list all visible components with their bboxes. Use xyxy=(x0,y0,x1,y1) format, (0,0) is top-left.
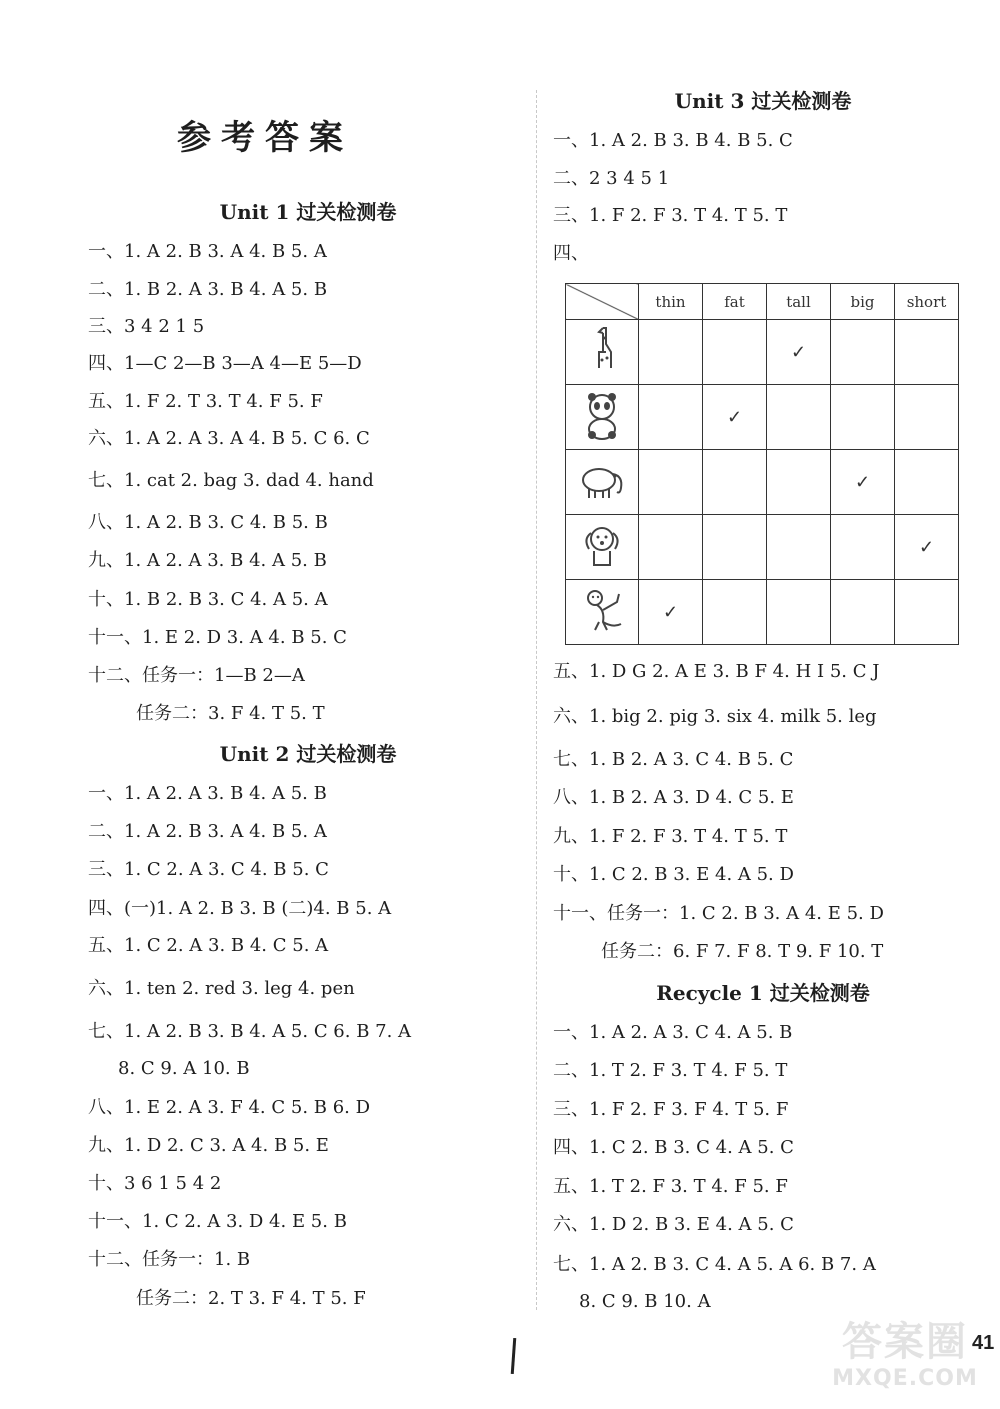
table-row xyxy=(566,385,959,450)
table-cell xyxy=(767,385,831,450)
answer-line: 8. C 9. A 10. B xyxy=(118,1058,250,1079)
answer-line: 二、1. A 2. B 3. A 4. B 5. A xyxy=(88,821,327,842)
answer-line: 五、1. T 2. F 3. T 4. F 5. F xyxy=(553,1176,788,1197)
watermark xyxy=(815,1318,995,1403)
answer-line: 十、1. B 2. B 3. C 4. A 5. A xyxy=(88,589,328,610)
answer-line: 四、1—C 2—B 3—A 4—E 5—D xyxy=(88,353,362,374)
answer-line: 三、3 4 2 1 5 xyxy=(88,316,205,337)
check-mark: ✓ xyxy=(854,471,871,493)
table-cell xyxy=(639,385,703,450)
answer-line: 十、1. C 2. B 3. E 4. A 5. D xyxy=(553,864,794,885)
answer-line: 六、1. ten 2. red 3. leg 4. pen xyxy=(88,978,355,999)
unit2-heading: Unit 2 过关检测卷 xyxy=(219,742,397,766)
watermark-logo: 答案圈 xyxy=(842,1319,968,1365)
page-title: 参考答案 xyxy=(177,118,353,158)
answer-line: 十二、任务一：1—B 2—A xyxy=(88,665,305,686)
answer-line: 一、1. A 2. A 3. C 4. A 5. B xyxy=(553,1022,793,1043)
watermark-url: MXQE.COM xyxy=(832,1366,978,1391)
answer-line: 六、1. D 2. B 3. E 4. A 5. C xyxy=(553,1214,794,1235)
table-cell xyxy=(831,580,895,645)
page-number: 41 xyxy=(972,1332,995,1354)
table-cell xyxy=(895,320,959,385)
table-cell xyxy=(639,320,703,385)
table-header-thin: thin xyxy=(639,284,703,320)
answer-line: 八、1. B 2. A 3. D 4. C 5. E xyxy=(553,787,794,808)
animal-adjective-table xyxy=(565,283,959,643)
table-cell xyxy=(895,580,959,645)
table-cell xyxy=(831,515,895,580)
table-cell xyxy=(767,515,831,580)
answer-line: 任务二：3. F 4. T 5. T xyxy=(136,703,325,724)
answer-line: 十二、任务一：1. B xyxy=(88,1249,251,1270)
table-cell xyxy=(639,450,703,515)
recycle1-heading: Recycle 1 过关检测卷 xyxy=(656,981,870,1005)
answer-line: 七、1. cat 2. bag 3. dad 4. hand xyxy=(88,470,374,491)
column-divider xyxy=(536,90,537,1310)
answer-line: 九、1. D 2. C 3. A 4. B 5. E xyxy=(88,1135,329,1156)
answer-line: 六、1. big 2. pig 3. six 4. milk 5. leg xyxy=(553,706,877,727)
answer-line: 四、1. C 2. B 3. C 4. A 5. C xyxy=(553,1137,794,1158)
table-row xyxy=(566,450,959,515)
table-header-short: short xyxy=(895,284,959,320)
answer-line: 五、1. D G 2. A E 3. B F 4. H I 5. C J xyxy=(553,661,880,682)
answer-line: 任务二：2. T 3. F 4. T 5. F xyxy=(136,1288,366,1309)
check-mark: ✓ xyxy=(790,341,807,363)
check-mark: ✓ xyxy=(662,601,679,623)
table-cell xyxy=(895,515,959,580)
table-row xyxy=(566,580,959,645)
answer-line: 六、1. A 2. A 3. A 4. B 5. C 6. C xyxy=(88,428,370,449)
answer-line: 五、1. F 2. T 3. T 4. F 5. F xyxy=(88,391,323,412)
table-cell xyxy=(703,385,767,450)
table-cell xyxy=(639,580,703,645)
table-cell xyxy=(895,450,959,515)
answer-line: 四、(一)1. A 2. B 3. B (二)4. B 5. A xyxy=(88,898,392,919)
unit1-heading: Unit 1 过关检测卷 xyxy=(219,200,397,224)
answer-line: 三、1. C 2. A 3. C 4. B 5. C xyxy=(88,859,329,880)
table-corner-cell xyxy=(566,284,639,320)
answer-line: 三、1. F 2. F 3. T 4. T 5. T xyxy=(553,205,788,226)
table-cell xyxy=(895,385,959,450)
answer-line: 十一、任务一：1. C 2. B 3. A 4. E 5. D xyxy=(553,903,884,924)
pen-mark xyxy=(511,1338,517,1374)
answer-line: 十一、1. E 2. D 3. A 4. B 5. C xyxy=(88,627,347,648)
answer-line: 四、 xyxy=(553,243,589,264)
table-cell xyxy=(703,320,767,385)
answer-line: 八、1. E 2. A 3. F 4. C 5. B 6. D xyxy=(88,1097,371,1118)
check-mark: ✓ xyxy=(726,406,743,428)
answer-line: 十一、1. C 2. A 3. D 4. E 5. B xyxy=(88,1211,347,1232)
unit3-heading: Unit 3 过关检测卷 xyxy=(674,89,852,113)
giraffe-icon xyxy=(566,320,639,385)
table-cell xyxy=(703,450,767,515)
answer-line: 8. C 9. B 10. A xyxy=(579,1291,711,1312)
answer-line: 十、3 6 1 5 4 2 xyxy=(88,1173,222,1194)
answer-line: 八、1. A 2. B 3. C 4. B 5. B xyxy=(88,512,328,533)
answer-line: 九、1. A 2. A 3. B 4. A 5. B xyxy=(88,550,327,571)
answer-line: 九、1. F 2. F 3. T 4. T 5. T xyxy=(553,826,788,847)
answer-line: 二、2 3 4 5 1 xyxy=(553,168,670,189)
table-cell xyxy=(767,580,831,645)
table-cell xyxy=(767,450,831,515)
table-cell xyxy=(831,385,895,450)
answer-line: 一、1. A 2. A 3. B 4. A 5. B xyxy=(88,783,327,804)
answer-line: 七、1. A 2. B 3. C 4. A 5. A 6. B 7. A xyxy=(553,1254,876,1275)
table-cell xyxy=(703,515,767,580)
answer-line: 二、1. B 2. A 3. B 4. A 5. B xyxy=(88,279,328,300)
table-cell xyxy=(767,320,831,385)
answer-line: 七、1. A 2. B 3. B 4. A 5. C 6. B 7. A xyxy=(88,1021,412,1042)
table-row xyxy=(566,515,959,580)
answer-line: 七、1. B 2. A 3. C 4. B 5. C xyxy=(553,749,794,770)
answer-line: 三、1. F 2. F 3. F 4. T 5. F xyxy=(553,1099,789,1120)
table-cell xyxy=(703,580,767,645)
dog-icon xyxy=(566,515,639,580)
table-cell xyxy=(639,515,703,580)
table-header-tall: tall xyxy=(767,284,831,320)
table-row xyxy=(566,320,959,385)
answer-line: 任务二：6. F 7. F 8. T 9. F 10. T xyxy=(601,941,884,962)
answer-line: 一、1. A 2. B 3. A 4. B 5. A xyxy=(88,241,327,262)
check-mark: ✓ xyxy=(918,536,935,558)
answer-line: 五、1. C 2. A 3. B 4. C 5. A xyxy=(88,935,329,956)
answer-line: 一、1. A 2. B 3. B 4. B 5. C xyxy=(553,130,793,151)
answer-line: 二、1. T 2. F 3. T 4. F 5. T xyxy=(553,1060,788,1081)
table-header-big: big xyxy=(831,284,895,320)
table-header-fat: fat xyxy=(703,284,767,320)
table-cell xyxy=(831,450,895,515)
elephant-icon xyxy=(566,450,639,515)
table-cell xyxy=(831,320,895,385)
monkey-icon xyxy=(566,580,639,645)
panda-icon xyxy=(566,385,639,450)
